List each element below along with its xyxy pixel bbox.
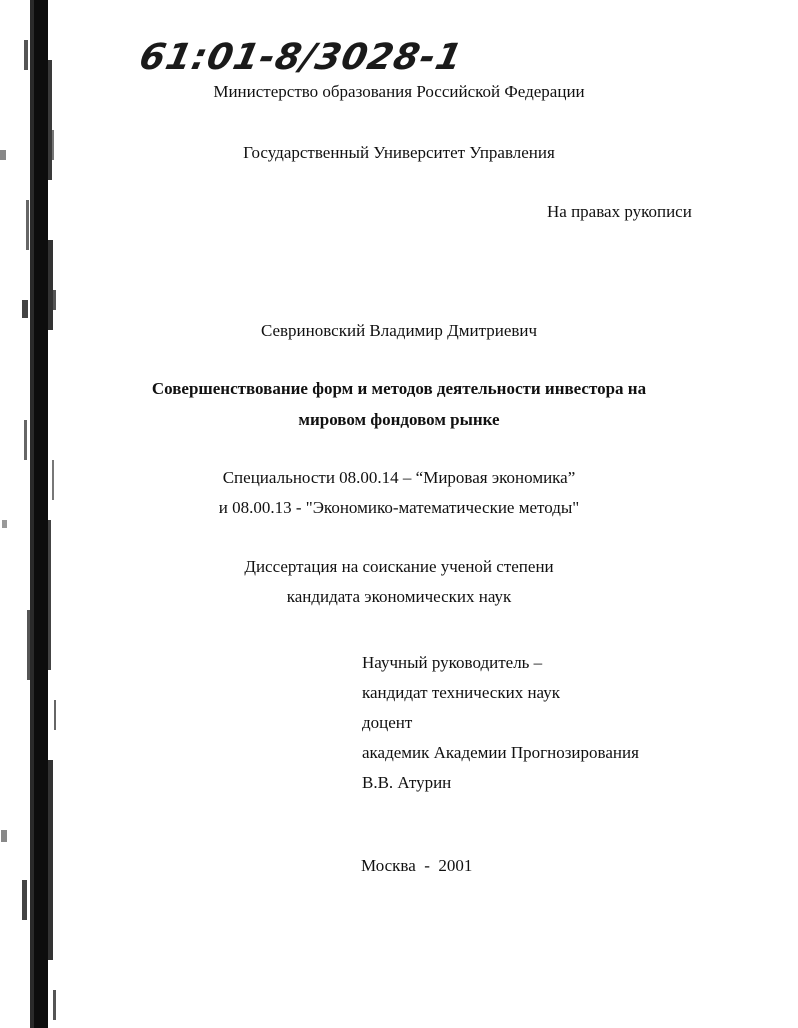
supervisor-degree: кандидат технических наук <box>362 683 560 702</box>
specialty-line-1: Специальности 08.00.14 – “Мировая экономика” <box>222 468 576 487</box>
supervisor-rank: доцент <box>362 713 413 732</box>
rights-note: На правах рукописи <box>547 202 692 221</box>
degree-line-2: кандидата экономических наук <box>286 587 512 606</box>
handwritten-code-text: 61:01-8/3028-1 <box>135 37 467 78</box>
supervisor-role: Научный руководитель – <box>362 653 543 672</box>
city-year: Москва - 2001 <box>361 856 473 875</box>
university-line: Государственный Университет Управления <box>243 143 555 162</box>
supervisor-academy: академик Академии Прогнозирования <box>362 743 639 762</box>
supervisor-name: В.В. Атурин <box>362 773 452 792</box>
dissertation-title-line-2: мировом фондовом рынке <box>298 410 500 429</box>
ministry-line: Министерство образования Российской Федерации <box>213 82 585 101</box>
supervisor-block <box>362 648 639 798</box>
specialty-line-2: и 08.00.13 - "Экономико-математические методы" <box>218 498 580 517</box>
author-name: Севриновский Владимир Дмитриевич <box>260 321 538 340</box>
degree-line-1: Диссертация на соискание ученой степени <box>244 557 554 576</box>
handwritten-archive-code <box>135 37 467 78</box>
dissertation-title-line-1: Совершенствование форм и методов деятельности инвестора на <box>151 379 647 398</box>
